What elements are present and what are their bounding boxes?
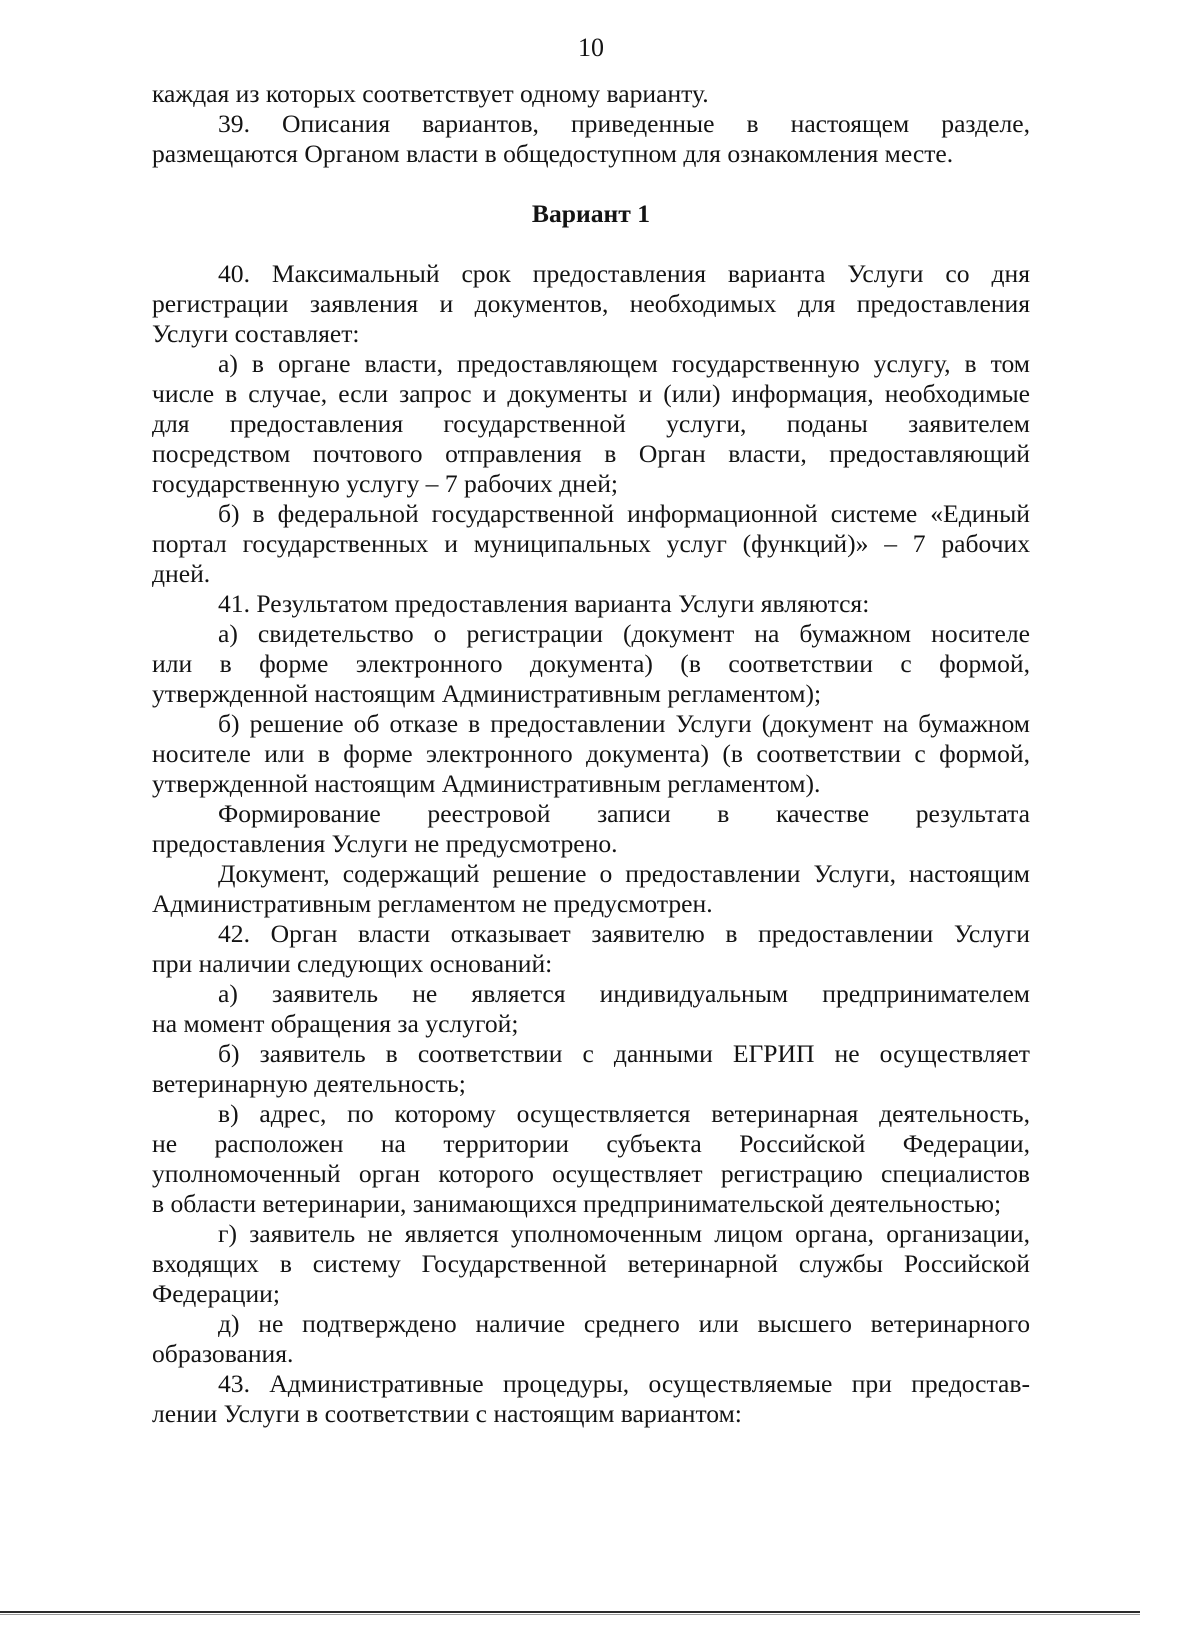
paragraph-42-d bbox=[152, 1309, 1030, 1369]
paragraph-line: носителе или в форме электронного документа) (в соответствии с формой, bbox=[152, 739, 1030, 768]
paragraph-registry-record bbox=[152, 799, 1030, 859]
paragraph-line: для предоставления государственной услуги, поданы заявителем bbox=[152, 409, 1030, 438]
paragraph-41-a bbox=[152, 619, 1030, 709]
paragraph-continuation bbox=[152, 79, 1030, 109]
paragraph-line: д) не подтверждено наличие среднего или высшего ветеринарного bbox=[218, 1309, 1030, 1338]
paragraph-39 bbox=[152, 109, 1030, 169]
bottom-edge-divider bbox=[0, 1611, 1140, 1613]
paragraph-line: Услуги составляет: bbox=[152, 319, 360, 348]
paragraph-line: на момент обращения за услугой; bbox=[152, 1009, 519, 1038]
paragraph-40-b bbox=[152, 499, 1030, 589]
paragraph-line: ветеринарную деятельность; bbox=[152, 1069, 466, 1098]
paragraph-line: образования. bbox=[152, 1339, 294, 1368]
paragraph-line: каждая из которых соответствует одному варианту. bbox=[152, 79, 709, 108]
page-number: 10 bbox=[578, 33, 604, 62]
paragraph-42-g bbox=[152, 1219, 1030, 1309]
paragraph-line: в области ветеринарии, занимающихся предпринимательской деятельностью; bbox=[152, 1189, 1002, 1218]
section-heading: Вариант 1 bbox=[531, 199, 651, 228]
paragraph-line: посредством почтового отправления в Орган власти, предоставляющий bbox=[152, 439, 1030, 468]
paragraph-line: 41. Результатом предоставления варианта Услуги являются: bbox=[218, 589, 870, 618]
paragraph-42-b bbox=[152, 1039, 1030, 1099]
paragraph-41-b bbox=[152, 709, 1030, 799]
paragraph-line: дней. bbox=[152, 559, 211, 588]
paragraph-43 bbox=[152, 1369, 1030, 1429]
paragraph-line: лении Услуги в соответствии с настоящим вариантом: bbox=[152, 1399, 742, 1428]
bottom-edge-divider-shadow bbox=[0, 1614, 1140, 1615]
paragraph-line: размещаются Органом власти в общедоступном для ознакомления месте. bbox=[152, 139, 954, 168]
paragraph-line: предоставления Услуги не предусмотрено. bbox=[152, 829, 618, 858]
paragraph-line: б) в федеральной государственной информационной системе «Единый bbox=[218, 499, 1030, 528]
paragraph-line: числе в случае, если запрос и документы и (или) информация, необходимые bbox=[152, 379, 1030, 408]
paragraph-line: а) свидетельство о регистрации (документ на бумажном носителе bbox=[218, 619, 1030, 648]
paragraph-line: 40. Максимальный срок предоставления варианта Услуги со дня bbox=[218, 259, 1030, 288]
paragraph-line: Документ, содержащий решение о предоставлении Услуги, настоящим bbox=[218, 859, 1030, 888]
paragraph-line: Федерации; bbox=[152, 1279, 280, 1308]
paragraph-line: государственную услугу – 7 рабочих дней; bbox=[152, 469, 618, 498]
paragraph-line: регистрации заявления и документов, необходимых для предоставления bbox=[152, 289, 1030, 318]
document-body bbox=[152, 79, 1030, 1429]
paragraph-line: а) в органе власти, предоставляющем государственную услугу, в том bbox=[218, 349, 1030, 378]
paragraph-41 bbox=[152, 589, 1030, 619]
paragraph-42-v bbox=[152, 1099, 1030, 1219]
paragraph-40 bbox=[152, 259, 1030, 349]
paragraph-line: Формирование реестровой записи в качестве результата bbox=[218, 799, 1030, 828]
paragraph-42-a bbox=[152, 979, 1030, 1039]
paragraph-line: уполномоченный орган которого осуществляет регистрацию специалистов bbox=[152, 1159, 1030, 1188]
paragraph-42 bbox=[152, 919, 1030, 979]
paragraph-line: при наличии следующих оснований: bbox=[152, 949, 553, 978]
paragraph-line: б) заявитель в соответствии с данными ЕГРИП не осуществляет bbox=[218, 1039, 1030, 1068]
paragraph-line: портал государственных и муниципальных услуг (функций)» – 7 рабочих bbox=[152, 529, 1030, 558]
paragraph-40-a bbox=[152, 349, 1030, 499]
paragraph-line: б) решение об отказе в предоставлении Услуги (документ на бумажном bbox=[218, 709, 1030, 738]
paragraph-line: входящих в систему Государственной ветеринарной службы Российской bbox=[152, 1249, 1030, 1278]
paragraph-line: утвержденной настоящим Административным регламентом); bbox=[152, 679, 822, 708]
paragraph-line: а) заявитель не является индивидуальным предпринимателем bbox=[218, 979, 1030, 1008]
paragraph-line: 39. Описания вариантов, приведенные в настоящем разделе, bbox=[218, 109, 1030, 138]
paragraph-line: не расположен на территории субъекта Российской Федерации, bbox=[152, 1129, 1030, 1158]
paragraph-line: 43. Административные процедуры, осуществляемые при предостав- bbox=[218, 1369, 1030, 1398]
paragraph-line: утвержденной настоящим Административным регламентом). bbox=[152, 769, 821, 798]
paragraph-line: г) заявитель не является уполномоченным лицом органа, организации, bbox=[218, 1219, 1030, 1248]
paragraph-decision-document bbox=[152, 859, 1030, 919]
paragraph-line: в) адрес, по которому осуществляется ветеринарная деятельность, bbox=[218, 1099, 1030, 1128]
paragraph-line: или в форме электронного документа) (в соответствии с формой, bbox=[152, 649, 1030, 678]
paragraph-line: 42. Орган власти отказывает заявителю в предоставлении Услуги bbox=[218, 919, 1030, 948]
paragraph-line: Административным регламентом не предусмотрен. bbox=[152, 889, 713, 918]
